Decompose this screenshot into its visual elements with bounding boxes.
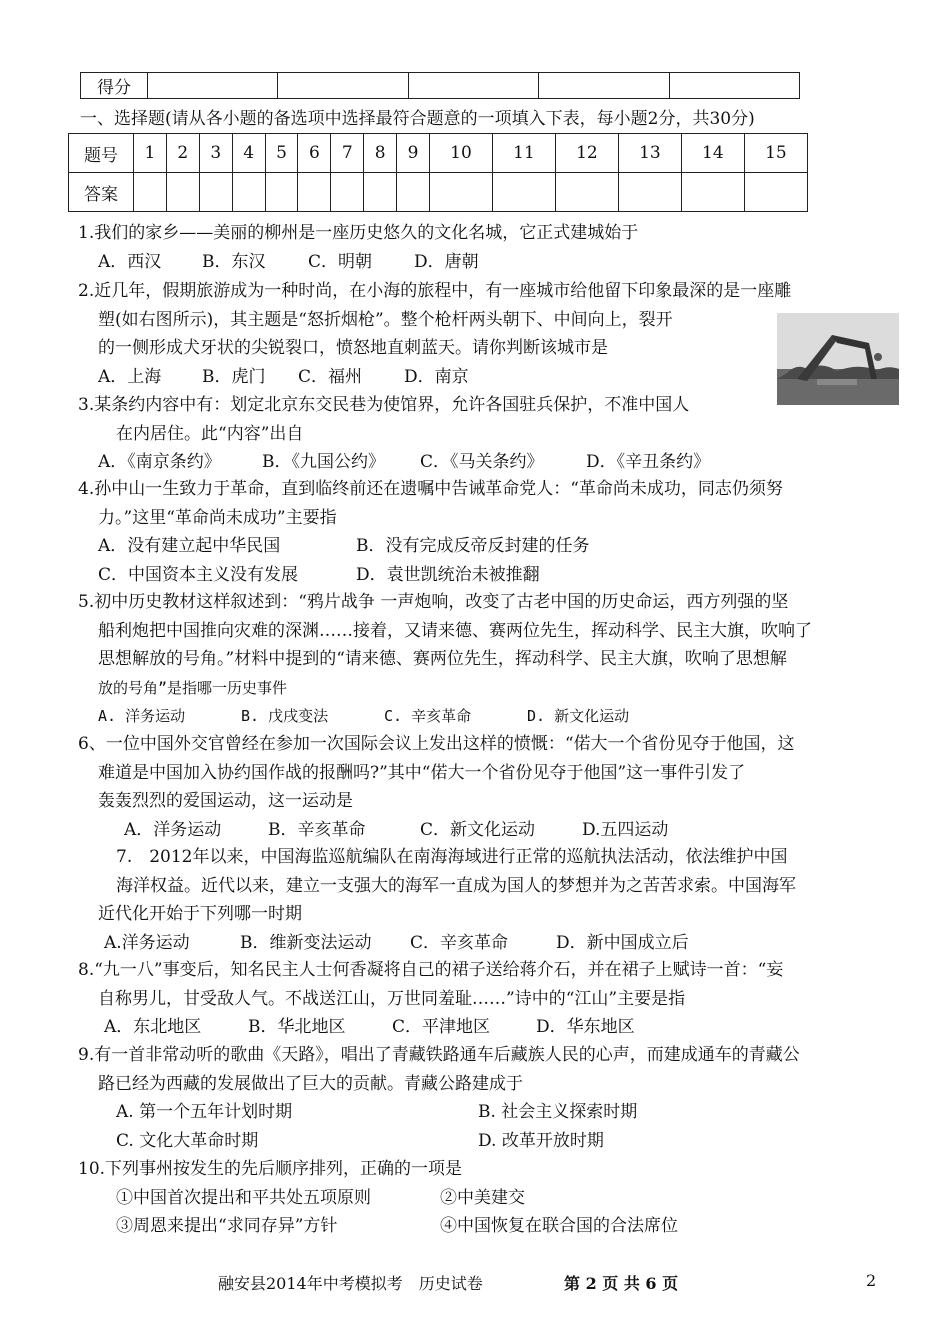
option-b: B．虎门: [202, 366, 266, 387]
option-b: B．华北地区: [248, 1017, 346, 1037]
option-b: B. 戊戌变法: [241, 707, 329, 725]
options-row: [78, 1098, 878, 1127]
question-number: 13: [618, 134, 681, 173]
score-cell[interactable]: [278, 73, 408, 99]
option-4: ④中国恢复在联合国的合法席位: [440, 1216, 678, 1236]
score-table: [80, 72, 800, 99]
question-text: 6、一位中国外交官曾经在参加一次国际会议上发出这样的愤慨：“偌大一个省份见夺于他国，这: [78, 734, 795, 754]
question-number: 4: [232, 134, 265, 173]
question-text: 8.“九一八”事变后，知名民主人士何香凝将自己的裙子送给蒋介石，并在裙子上赋诗一首：“妄: [78, 960, 784, 980]
question-number: 12: [555, 134, 618, 173]
question-number: 3: [199, 134, 232, 173]
question-10: [78, 1155, 878, 1241]
option-c: C．新文化运动: [420, 819, 536, 840]
option-a: A. 洋务运动: [98, 707, 186, 725]
question-text: 路已经为西藏的发展做出了巨大的贡献。青藏公路建成于: [98, 1073, 523, 1094]
question-6: [78, 730, 878, 844]
option-c: C．平津地区: [392, 1017, 491, 1037]
question-text: 4.孙中山一生致力于革命，直到临终前还在遗嘱中告诫革命党人：“革命尚未成功，同志仍须努: [78, 479, 783, 499]
question-text: 1.我们的家乡——美丽的柳州是一座历史悠久的文化名城，它正式建城始于: [78, 223, 639, 243]
answer-cell[interactable]: [298, 173, 331, 212]
options-row: [78, 448, 878, 477]
question-1: [78, 219, 878, 276]
page-number: 2: [866, 1271, 877, 1290]
options-row: [78, 1127, 878, 1156]
answer-cell[interactable]: [232, 173, 265, 212]
question-text: 的一侧形成犬牙状的尖锐裂口，愤怒地直刺蓝天。请你判断该城市是: [98, 338, 608, 358]
question-number: 10: [430, 134, 493, 173]
score-cell[interactable]: [408, 73, 538, 99]
options-row: [78, 363, 878, 392]
answer-cell[interactable]: [331, 173, 364, 212]
question-text: 近代化开始于下列哪一时期: [98, 904, 302, 924]
answer-table-answer-row: [69, 173, 808, 212]
answer-cell[interactable]: [364, 173, 397, 212]
exam-title: 融安县2014年中考模拟考 历史试卷: [218, 1274, 483, 1293]
question-number: 8: [364, 134, 397, 173]
option-c: C．《马关条约》: [420, 452, 544, 472]
question-number-label: 题号: [69, 134, 134, 173]
option-d: D. 改革开放时期: [478, 1130, 604, 1151]
answer-cell[interactable]: [430, 173, 493, 212]
score-cell[interactable]: [539, 73, 669, 99]
options-row: [78, 248, 878, 277]
options-row: [78, 1212, 878, 1241]
option-2: ②中美建交: [440, 1187, 525, 1208]
option-b: B. 社会主义探索时期: [478, 1102, 638, 1122]
question-4: [78, 475, 878, 589]
question-3: [78, 391, 878, 477]
question-number: 7: [331, 134, 364, 173]
answer-table: [68, 133, 808, 212]
option-b: B．《九国公约》: [262, 452, 385, 472]
options-row: [78, 816, 878, 845]
option-a: A．没有建立起中华民国: [98, 536, 281, 556]
answer-cell[interactable]: [265, 173, 298, 212]
option-1: ①中国首次提出和平共处五项原则: [116, 1187, 371, 1208]
options-row: [78, 1184, 878, 1213]
option-a: A．《南京条约》: [98, 452, 221, 472]
question-text: 自称男儿，甘受敌人气。不战送江山，万世同羞耻……”诗中的“江山”主要是指: [98, 988, 686, 1009]
section-title: 一、选择题(请从各小题的备选项中选择最符合题意的一项填入下表，每小题2分，共30分): [80, 109, 755, 129]
options-row: [78, 702, 878, 731]
options-row: [78, 1013, 878, 1042]
question-text: 2.近几年，假期旅游成为一种时尚，在小海的旅程中，有一座城市给他留下印象最深的是一座雕: [78, 281, 792, 301]
question-number: 6: [298, 134, 331, 173]
question-text: 船利炮把中国推向灾难的深渊……接着，又请来德、赛两位先生，挥动科学、民主大旗，吹响了: [98, 620, 812, 641]
question-number: 1: [134, 134, 167, 173]
option-c: C．中国资本主义没有发展: [98, 564, 299, 585]
answer-cell[interactable]: [555, 173, 618, 212]
question-text: 思想解放的号角。”材料中提到的“请来德、赛两位先生，挥动科学、民主大旗，吹响了思想解: [98, 649, 787, 669]
option-b: B．东汉: [202, 251, 266, 272]
question-text: 5.初中历史教材这样叙述到：“鸦片战争 一声炮响，改变了古老中国的历史命运，西方列强的坚: [78, 592, 789, 612]
option-a: A.洋务运动: [104, 932, 190, 953]
answer-cell[interactable]: [618, 173, 681, 212]
question-9: [78, 1041, 878, 1155]
answer-table-header-row: [69, 134, 808, 173]
option-a: A．西汉: [98, 251, 162, 272]
question-text: 难道是中国加入协约国作战的报酬吗?”其中“偌大一个省份见夺于他国”这一事件引发了: [98, 762, 746, 783]
question-text: 在内居住。此“内容”出自: [116, 423, 304, 444]
question-2: [78, 277, 878, 391]
option-d: D．新中国成立后: [556, 932, 689, 953]
option-a: A．上海: [98, 366, 162, 387]
question-number: 9: [397, 134, 430, 173]
question-text: 7. 2012年以来，中国海监巡航编队在南海海域进行正常的巡航执法活动，依法维护中国: [116, 847, 788, 867]
option-c: C．辛亥革命: [410, 932, 509, 953]
question-text: 塑(如右图所示)，其主题是“怒折烟枪”。整个枪杆两头朝下、中间向上，裂开: [98, 309, 673, 330]
question-text: 9.有一首非常动听的歌曲《天路》，唱出了青藏铁路通车后藏族人民的心声，而建成通车的青藏公: [78, 1045, 800, 1065]
options-row: [78, 929, 878, 958]
question-8: [78, 956, 878, 1042]
option-c: C. 文化大革命时期: [116, 1130, 259, 1151]
option-d: D．袁世凯统治未被推翻: [356, 564, 540, 585]
question-text: 力。”这里“革命尚未成功”主要指: [98, 507, 337, 528]
option-b: B．没有完成反帝反封建的任务: [356, 536, 590, 556]
question-text: 10.下列事州按发生的先后顺序排列，正确的一项是: [78, 1159, 463, 1179]
option-a: A．东北地区: [104, 1017, 202, 1037]
answer-cell[interactable]: [199, 173, 232, 212]
option-d: D．《辛丑条约》: [586, 452, 711, 472]
options-row: [78, 561, 878, 590]
score-cell[interactable]: [669, 73, 799, 99]
answer-cell[interactable]: [492, 173, 555, 212]
option-b: B．维新变法运动: [240, 932, 372, 953]
answer-cell[interactable]: [134, 173, 167, 212]
question-7: [78, 843, 878, 957]
question-number: 5: [265, 134, 298, 173]
option-b: B．辛亥革命: [268, 819, 366, 840]
score-cell[interactable]: [148, 73, 278, 99]
question-number: 2: [166, 134, 199, 173]
option-d: D. 新文化运动: [527, 707, 630, 725]
question-text: 放的号角”是指哪一历史事件: [98, 678, 288, 697]
answer-cell[interactable]: [166, 173, 199, 212]
option-d: D.五四运动: [582, 819, 669, 840]
answer-label: 答案: [69, 173, 134, 212]
question-number: 11: [492, 134, 555, 173]
page-info: 第 2 页 共 6 页: [564, 1274, 679, 1293]
option-a: A. 第一个五年计划时期: [116, 1102, 293, 1122]
question-text: 海洋权益。近代以来，建立一支强大的海军一直成为国人的梦想并为之苦苦求索。中国海军: [116, 875, 796, 896]
question-text: 3.某条约内容中有：划定北京东交民巷为使馆界，允许各国驻兵保护，不准中国人: [78, 395, 690, 415]
answer-cell[interactable]: [397, 173, 430, 212]
option-3: ③周恩来提出“求同存异”方针: [116, 1216, 338, 1236]
question-number: 14: [681, 134, 744, 173]
option-d: D．南京: [404, 366, 469, 387]
question-5: [78, 588, 878, 731]
options-row: [78, 532, 878, 561]
option-d: D．华东地区: [536, 1017, 635, 1037]
option-a: A．洋务运动: [124, 819, 222, 840]
answer-cell[interactable]: [744, 173, 807, 212]
question-text: 轰轰烈烈的爱国运动，这一运动是: [98, 791, 353, 811]
option-d: D．唐朝: [414, 251, 479, 272]
score-label: 得分: [81, 73, 148, 99]
option-c: C．明朝: [308, 251, 373, 272]
answer-cell[interactable]: [681, 173, 744, 212]
question-number: 15: [744, 134, 807, 173]
option-c: C．福州: [298, 366, 363, 387]
option-c: C. 辛亥革命: [384, 707, 472, 725]
